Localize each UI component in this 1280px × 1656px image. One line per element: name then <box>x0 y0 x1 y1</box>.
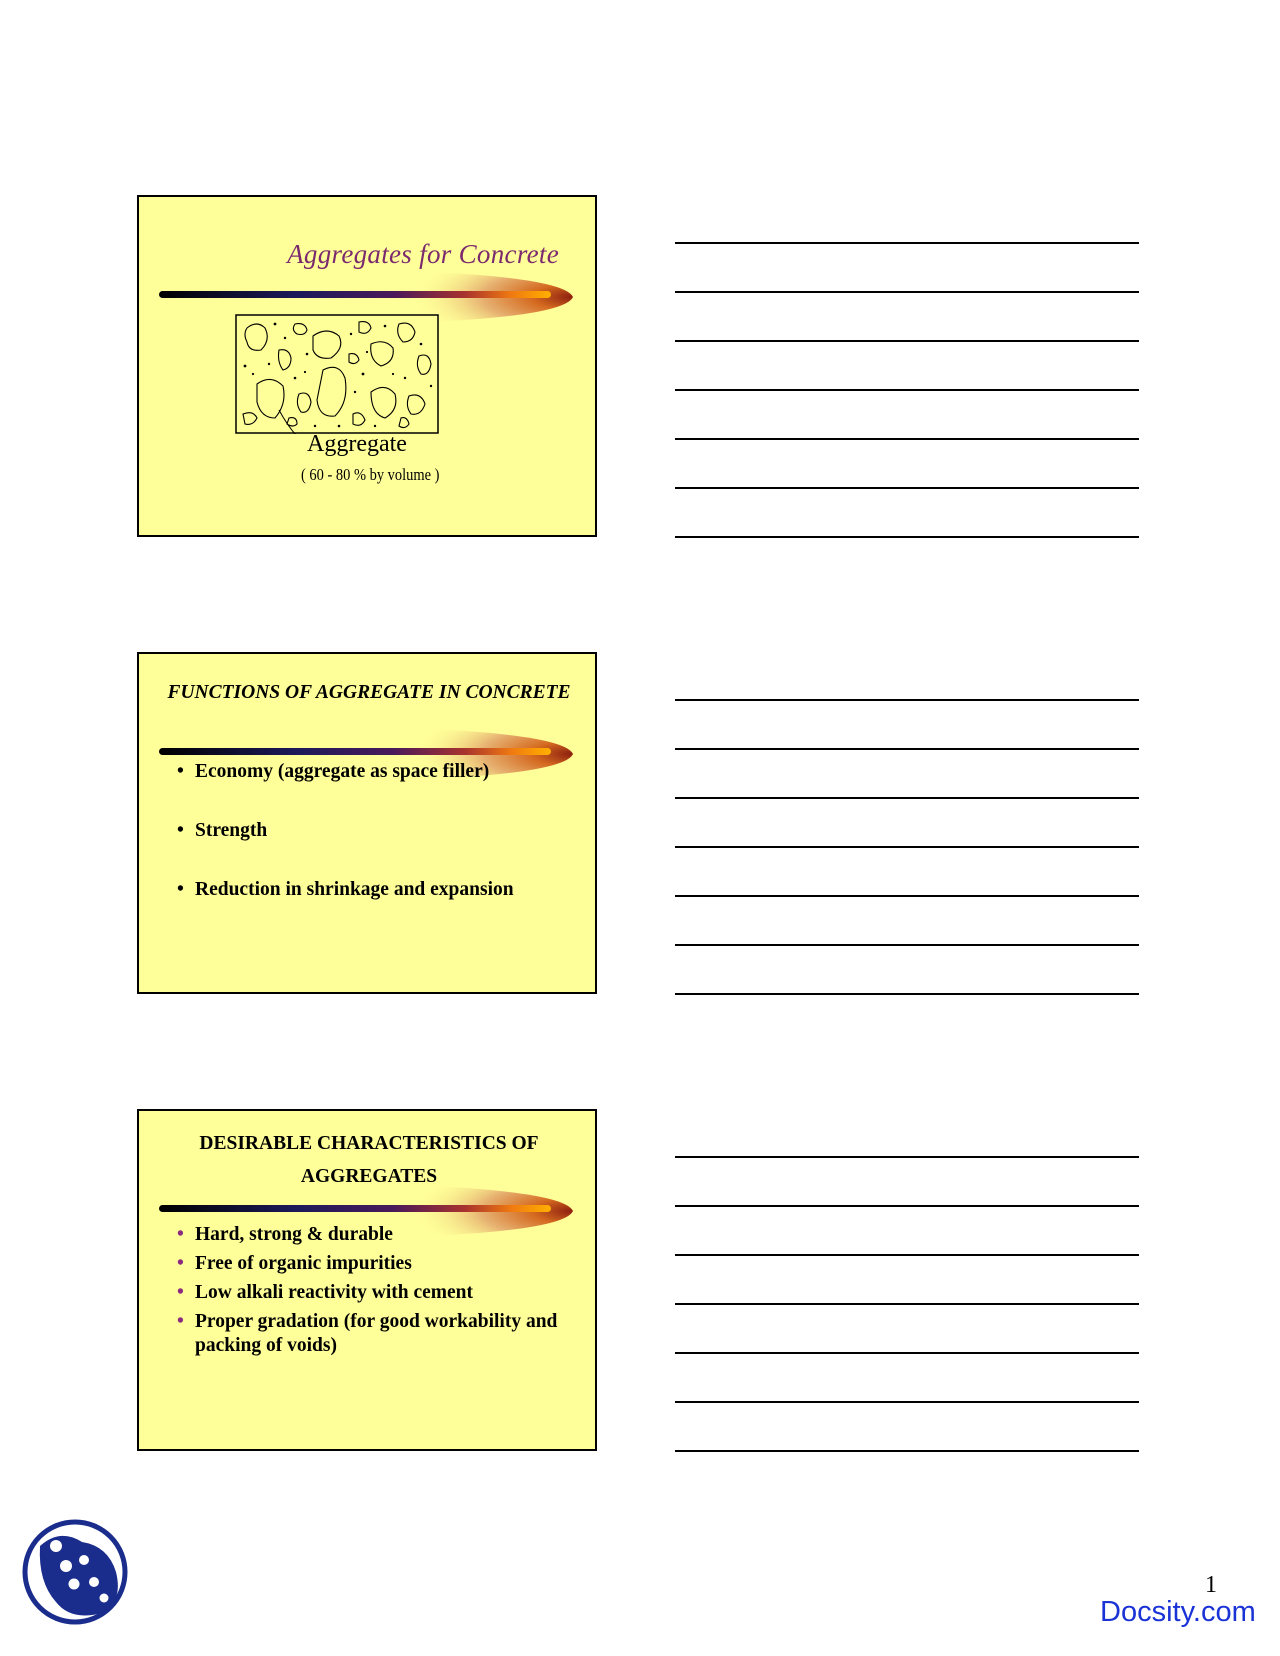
note-line <box>675 895 1139 897</box>
bullet-list <box>177 1223 577 1363</box>
aggregate-diagram <box>235 314 439 434</box>
note-line <box>675 438 1139 440</box>
note-line <box>675 699 1139 701</box>
note-line <box>675 389 1139 391</box>
list-item: • Proper gradation (for good workability and packing of voids) <box>177 1310 577 1358</box>
list-item: • Reduction in shrinkage and expansion <box>177 878 514 937</box>
note-line <box>675 1450 1139 1452</box>
note-line <box>675 1303 1139 1305</box>
note-line <box>675 1205 1139 1207</box>
note-line <box>675 993 1139 995</box>
note-line <box>675 797 1139 799</box>
list-item: • Low alkali reactivity with cement <box>177 1281 577 1305</box>
list-item: • Economy (aggregate as space filler) <box>177 760 514 819</box>
note-line <box>675 1352 1139 1354</box>
aggregate-volume-label: ( 60 - 80 % by volume ) <box>301 465 440 484</box>
bullet-list <box>177 760 514 937</box>
note-line <box>675 536 1139 538</box>
note-line <box>675 487 1139 489</box>
note-line <box>675 291 1139 293</box>
note-line <box>675 1401 1139 1403</box>
note-line <box>675 242 1139 244</box>
slide-2 <box>137 652 597 994</box>
note-line <box>675 340 1139 342</box>
note-line <box>675 846 1139 848</box>
slide-3 <box>137 1109 597 1451</box>
aggregate-label: Aggregate <box>307 431 407 457</box>
docsity-logo-icon[interactable] <box>20 1516 130 1628</box>
list-item: • Free of organic impurities <box>177 1252 577 1276</box>
docsity-brand-link[interactable]: Docsity.com <box>1100 1596 1256 1628</box>
note-line <box>675 1254 1139 1256</box>
slide-1 <box>137 195 597 537</box>
slide-title: Aggregates for Concrete <box>287 239 559 269</box>
page-number: 1 <box>1205 1572 1217 1598</box>
note-line <box>675 748 1139 750</box>
list-item: • Hard, strong & durable <box>177 1223 577 1247</box>
slide-title: DESIRABLE CHARACTERISTICS OF AGGREGATES <box>199 1133 539 1187</box>
note-line <box>675 1156 1139 1158</box>
list-item: • Strength <box>177 819 514 878</box>
note-line <box>675 944 1139 946</box>
slide-title: FUNCTIONS OF AGGREGATE IN CONCRETE <box>167 682 571 703</box>
